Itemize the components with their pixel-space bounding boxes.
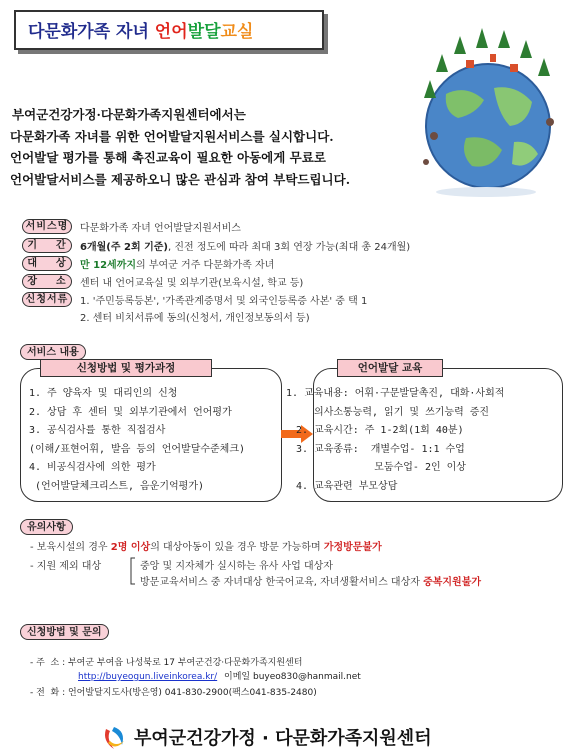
globe-illustration xyxy=(406,14,566,199)
intro-line: 부여군건강가정·다문화가족지원센터에서는 xyxy=(12,107,246,122)
education-box xyxy=(286,368,563,502)
target-label: 대 상 xyxy=(22,256,72,271)
list-item: 2. 상담 후 센터 및 외부기관에서 언어평가 xyxy=(29,406,232,418)
service-name-label: 서비스명 xyxy=(22,219,72,234)
intro-line: 언어발달 평가를 통해 촉진교육이 필요한 아동에게 무료로 xyxy=(10,150,326,165)
docs-item-2: 2. 센터 비치서류에 동의(신청서, 개인정보동의서 등) xyxy=(80,313,310,324)
title-part3: 발달 xyxy=(187,22,221,42)
contact-web xyxy=(78,670,361,684)
list-item: 모둠수업- 2인 이상 xyxy=(296,462,466,473)
title-part2: 언어 xyxy=(154,22,188,42)
list-item: 의사소통능력, 읽기 및 쓰기능력 증진 xyxy=(296,406,490,418)
docs-label: 신청서류 xyxy=(22,292,72,307)
list-item: (언어발달체크리스트, 음운기억평가) xyxy=(29,480,205,492)
list-item: 4. 비공식검사에 의한 평가 xyxy=(29,462,156,473)
note-exclusion-b xyxy=(140,573,481,588)
intro-line: 다문화가족 자녀를 위한 언어발달지원서비스를 실시합니다. xyxy=(10,128,334,144)
note-line-2: - 지원 제외 대상 xyxy=(30,561,102,572)
list-item: 3. 교육종류: 개별수업- 1:1 수업 xyxy=(296,443,465,455)
note-text: 의 대상아동이 있을 경우 방문 가능하며 xyxy=(150,542,324,553)
period-bold: 6개월(주 2회 기준) xyxy=(80,242,168,253)
period-rest: , 진전 정도에 따라 최대 3회 연장 가능(최대 총 24개월) xyxy=(167,242,411,253)
note-line-1 xyxy=(30,538,382,553)
list-item: 4. 교육관련 부모상담 xyxy=(296,480,398,492)
note-text: - 보육시설의 경우 xyxy=(30,542,111,553)
note-highlight: 2명 이상 xyxy=(110,542,151,553)
service-name-value: 다문화가족 자녀 언어발달지원서비스 xyxy=(80,223,241,234)
apply-process-header: 신청방법 및 평가과정 xyxy=(40,359,212,377)
intro-line: 언어발달서비스를 제공하오니 많은 관심과 참여 부탁드립니다. xyxy=(10,171,351,187)
phone-value: 언어발달지도사(방은영) 041-830-2900(팩스041-835-2480) xyxy=(67,688,317,698)
info-period-row xyxy=(22,237,410,254)
footer xyxy=(100,722,432,752)
place-label: 장 소 xyxy=(22,274,72,289)
address-value: 부여군 부여읍 나성북로 17 부여군건강·다문화가족지원센터 xyxy=(67,658,303,668)
website-link[interactable]: http://buyeogun.liveinkorea.kr/ xyxy=(78,672,218,682)
info-docs-row-2 xyxy=(80,308,310,325)
place-value: 센터 내 언어교육실 및 외부기관(보육시설, 학교 등) xyxy=(80,278,304,289)
contact-phone xyxy=(30,686,317,700)
info-place-row xyxy=(22,273,303,290)
phone-label: - 전 화 : xyxy=(30,688,68,698)
title-part1: 다문화가족 자녀 xyxy=(28,22,155,42)
education-header: 언어발달 교육 xyxy=(337,359,443,377)
email-text: 이메일 buyeo830@hanmail.net xyxy=(224,672,361,682)
address-label: - 주 소 : xyxy=(30,658,68,668)
note-exclusion-a: 중앙 및 지자체가 실시하는 유사 사업 대상자 xyxy=(140,561,333,572)
education-list xyxy=(286,385,504,496)
title-banner xyxy=(14,10,324,50)
docs-item-1: 1. '주민등록등본', '가족관계증명서 및 외국인등록증 사본' 중 택 1 xyxy=(80,296,368,307)
apply-section-label: 신청방법 및 문의 xyxy=(20,624,109,640)
intro-text xyxy=(10,104,410,190)
list-item: 1. 주 양육자 및 대리인의 신청 xyxy=(29,388,178,399)
footer-org-name: 부여군건강가정 · 다문화가족지원센터 xyxy=(134,728,432,749)
info-docs-row xyxy=(22,291,367,308)
period-label: 기 간 xyxy=(22,238,72,253)
target-rest: 의 부여군 거주 다문화가족 자녀 xyxy=(136,260,275,271)
info-target-row xyxy=(22,255,274,272)
note-highlight: 중복지원불가 xyxy=(423,577,482,588)
service-section-label: 서비스 내용 xyxy=(20,344,86,360)
notes-section-label: 유의사항 xyxy=(20,519,73,535)
list-item: (이해/표현어휘, 발음 등의 언어발달수준체크) xyxy=(29,443,246,455)
info-service-row xyxy=(22,218,241,235)
note-text: 방문교육서비스 중 자녀대상 한국어교육, 자녀생활서비스 대상자 xyxy=(140,577,424,588)
bracket-icon xyxy=(128,557,136,585)
note-highlight: 가정방문불가 xyxy=(323,542,382,553)
center-logo-icon xyxy=(100,723,128,751)
list-item: 2. 교육시간: 주 1-2회(1회 40분) xyxy=(296,425,464,436)
list-item: 1. 교육내용: 어휘·구문발달촉진, 대화·사회적 xyxy=(286,388,505,399)
contact-address xyxy=(30,656,302,670)
apply-process-list xyxy=(29,385,245,496)
list-item: 3. 공식검사를 통한 직접검사 xyxy=(29,425,166,436)
target-bold: 만 12세까지 xyxy=(80,260,137,271)
apply-process-box xyxy=(20,368,282,502)
title-part4: 교실 xyxy=(220,22,254,42)
